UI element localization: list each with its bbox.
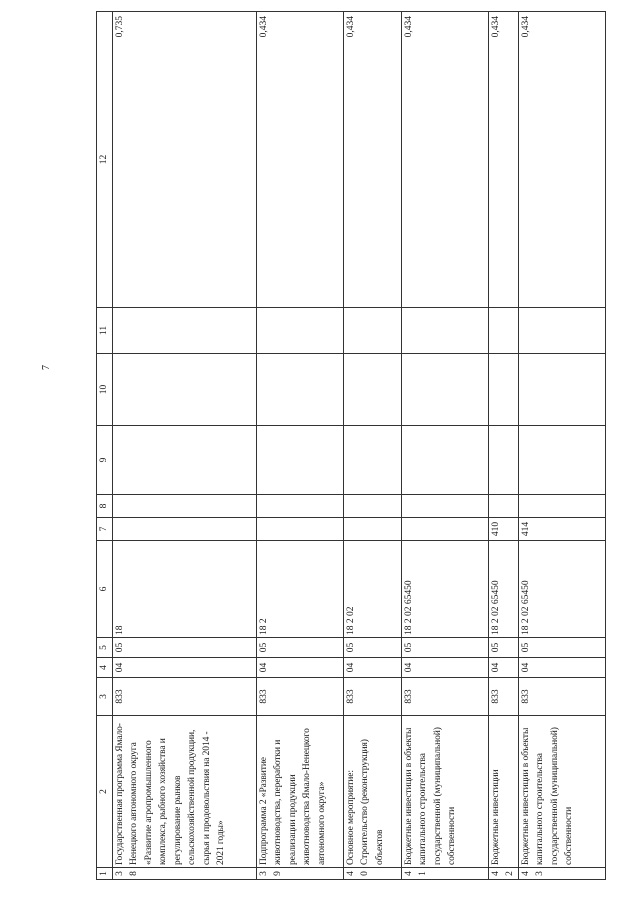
subsection-cell: 05 [488, 638, 518, 658]
expense-type-cell: 410 [488, 518, 518, 541]
target-article-cell: 18 2 [256, 541, 343, 638]
table-row [256, 12, 343, 880]
expense-type-cell [343, 518, 401, 541]
expense-type-cell [256, 518, 343, 541]
col-8-cell [256, 495, 343, 518]
ministry-code-cell: 833 [343, 678, 401, 716]
description-cell: Бюджетные инвестиции [488, 716, 518, 868]
budget-table [96, 11, 606, 880]
col-9-cell [518, 426, 605, 495]
col-10-cell [488, 354, 518, 426]
table-row [518, 12, 605, 880]
row-number-cell: 41 [401, 868, 488, 880]
col-9-cell [112, 426, 256, 495]
description-cell: Подпрограмма 2 «Развитие животноводства, переработки и реализации продукции животноводства Ямало-Ненецкого автономного округа» [256, 716, 343, 868]
ministry-code-cell: 833 [256, 678, 343, 716]
table-row [401, 12, 488, 880]
section-cell: 04 [112, 658, 256, 678]
ministry-code-cell: 833 [518, 678, 605, 716]
subsection-cell: 05 [518, 638, 605, 658]
target-article-cell: 18 2 02 65450 [401, 541, 488, 638]
col-8-cell [401, 495, 488, 518]
col-11-cell [343, 308, 401, 354]
table-row [112, 12, 256, 880]
expense-type-cell: 414 [518, 518, 605, 541]
col-9-cell [488, 426, 518, 495]
subsection-cell: 05 [256, 638, 343, 658]
header-cell: 11 [97, 308, 113, 354]
table-body [97, 12, 606, 880]
col-11-cell [488, 308, 518, 354]
col-10-cell [256, 354, 343, 426]
expense-type-cell [401, 518, 488, 541]
target-article-cell: 18 2 02 65450 [518, 541, 605, 638]
col-9-cell [401, 426, 488, 495]
ministry-code-cell: 833 [112, 678, 256, 716]
header-cell: 7 [97, 518, 113, 541]
row-number-cell: 39 [256, 868, 343, 880]
subsection-cell: 05 [343, 638, 401, 658]
table-header-row [97, 12, 113, 880]
header-cell: 4 [97, 658, 113, 678]
table-row [343, 12, 401, 880]
header-cell: 12 [97, 12, 113, 308]
col-10-cell [518, 354, 605, 426]
rotated-table-container [96, 12, 584, 880]
col-11-cell [256, 308, 343, 354]
header-cell: 6 [97, 541, 113, 638]
description-cell: Государственная программа Ямало-Ненецкого автономного округа «Развитие агропромышленного комплекса, рыбного хозяйства и регулирование рынков сельскохозяйственной продукции, сырья и продовольствия на 2014 - 2021 годы» [112, 716, 256, 868]
target-article-cell: 18 2 02 [343, 541, 401, 638]
header-cell: 1 [97, 868, 113, 880]
amount-cell: 0,434 [401, 12, 488, 308]
col-11-cell [401, 308, 488, 354]
amount-cell: 0,434 [518, 12, 605, 308]
section-cell: 04 [401, 658, 488, 678]
col-9-cell [256, 426, 343, 495]
section-cell: 04 [256, 658, 343, 678]
section-cell: 04 [488, 658, 518, 678]
table-row [488, 12, 518, 880]
description-cell: Основное мероприятие: Строительство (реконструкция) объектов [343, 716, 401, 868]
ministry-code-cell: 833 [488, 678, 518, 716]
description-cell: Бюджетные инвестиции в объекты капитального строительства государственной (муниципальной) собственности [401, 716, 488, 868]
row-number-cell: 42 [488, 868, 518, 880]
row-number-cell: 38 [112, 868, 256, 880]
ministry-code-cell: 833 [401, 678, 488, 716]
col-8-cell [488, 495, 518, 518]
target-article-cell: 18 [112, 541, 256, 638]
col-11-cell [112, 308, 256, 354]
subsection-cell: 05 [112, 638, 256, 658]
row-number-cell: 43 [518, 868, 605, 880]
description-cell: Бюджетные инвестиции в объекты капитального строительства государственной (муниципальной) собственности [518, 716, 605, 868]
section-cell: 04 [518, 658, 605, 678]
header-cell: 5 [97, 638, 113, 658]
header-cell: 10 [97, 354, 113, 426]
target-article-cell: 18 2 02 65450 [488, 541, 518, 638]
subsection-cell: 05 [401, 638, 488, 658]
page-number: 7 [41, 365, 52, 370]
amount-cell: 0,735 [112, 12, 256, 308]
expense-type-cell [112, 518, 256, 541]
row-number-cell: 40 [343, 868, 401, 880]
section-cell: 04 [343, 658, 401, 678]
col-8-cell [112, 495, 256, 518]
header-cell: 9 [97, 426, 113, 495]
col-10-cell [401, 354, 488, 426]
col-8-cell [343, 495, 401, 518]
amount-cell: 0,434 [256, 12, 343, 308]
amount-cell: 0,434 [343, 12, 401, 308]
header-cell: 8 [97, 495, 113, 518]
col-8-cell [518, 495, 605, 518]
header-cell: 2 [97, 716, 113, 868]
amount-cell: 0,434 [488, 12, 518, 308]
col-10-cell [112, 354, 256, 426]
col-9-cell [343, 426, 401, 495]
header-cell: 3 [97, 678, 113, 716]
col-11-cell [518, 308, 605, 354]
col-10-cell [343, 354, 401, 426]
